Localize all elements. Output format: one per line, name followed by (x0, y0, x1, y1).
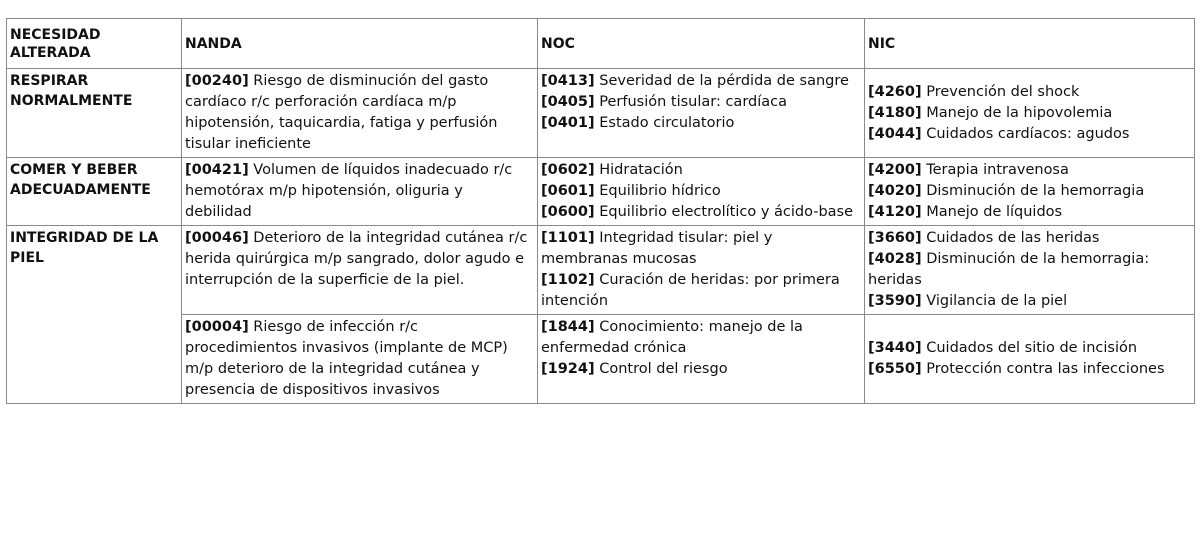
nanda-cell (182, 69, 538, 158)
nic-cell (865, 315, 1195, 404)
nursing-care-plan-table (6, 18, 1195, 404)
nic-item: [3660] Cuidados de las heridas (868, 230, 1100, 246)
noc-item: [0600] Equilibrio electrolítico y ácido-base (541, 204, 854, 220)
nic-item: [6550] Protección contra las infecciones (868, 361, 1165, 377)
nic-item: [4020] Disminución de la hemorragia (868, 183, 1145, 199)
nic-item: [4200] Terapia intravenosa (868, 162, 1069, 178)
noc-cell (538, 69, 865, 158)
nic-item: [3440] Cuidados del sitio de incisión (868, 340, 1138, 356)
noc-cell (538, 226, 865, 315)
header-nanda: NANDA (182, 19, 538, 69)
noc-item: [1844] Conocimiento: manejo de la enfermedad crónica (541, 319, 803, 356)
table-row (7, 315, 1195, 404)
header-nic: NIC (865, 19, 1195, 69)
need-cell: RESPIRAR NORMALMENTE (7, 69, 182, 158)
need-cell: COMER Y BEBER ADECUADAMENTE (7, 158, 182, 226)
header-noc: NOC (538, 19, 865, 69)
noc-item: [0602] Hidratación (541, 162, 683, 178)
nanda-item: [00240] Riesgo de disminución del gasto cardíaco r/c perforación cardíaca m/p hipotensión, taquicardia, fatiga y perfusión tisular ineficiente (185, 73, 498, 152)
nic-item: [3590] Vigilancia de la piel (868, 293, 1068, 309)
nanda-item: [00421] Volumen de líquidos inadecuado r/c hemotórax m/p hipotensión, oliguria y debilidad (185, 162, 513, 220)
table-row (7, 158, 1195, 226)
noc-item: [1101] Integridad tisular: piel y membranas mucosas (541, 230, 773, 267)
nic-item: [4260] Prevención del shock (868, 83, 1080, 100)
nanda-item: [00004] Riesgo de infección r/c procedimientos invasivos (implante de MCP) m/p deterioro de la integridad cutánea y presencia de dispositivos invasivos (185, 319, 508, 398)
nanda-cell (182, 158, 538, 226)
header-row (7, 19, 1195, 69)
nic-cell (865, 158, 1195, 226)
nic-item: [4028] Disminución de la hemorragia: heridas (868, 251, 1150, 288)
noc-item: [1924] Control del riesgo (541, 361, 728, 377)
header-need: NECESIDAD ALTERADA (7, 19, 182, 69)
noc-item: [0401] Estado circulatorio (541, 115, 735, 131)
noc-item: [1102] Curación de heridas: por primera intención (541, 272, 840, 309)
table-row (7, 69, 1195, 158)
nic-cell (865, 69, 1195, 158)
nic-cell (865, 226, 1195, 315)
table-row (7, 226, 1195, 315)
nic-item: [4180] Manejo de la hipovolemia (868, 104, 1113, 121)
noc-cell (538, 315, 865, 404)
noc-item: [0413] Severidad de la pérdida de sangre (541, 73, 849, 89)
nanda-cell (182, 226, 538, 315)
nanda-item: [00046] Deterioro de la integridad cutánea r/c herida quirúrgica m/p sangrado, dolor agudo e interrupción de la superficie de la piel. (185, 230, 528, 288)
noc-cell (538, 158, 865, 226)
need-cell: INTEGRIDAD DE LA PIEL (7, 226, 182, 404)
nanda-cell (182, 315, 538, 404)
nic-item: [4044] Cuidados cardíacos: agudos (868, 125, 1130, 142)
nic-item: [4120] Manejo de líquidos (868, 204, 1063, 220)
noc-item: [0405] Perfusión tisular: cardíaca (541, 94, 788, 110)
noc-item: [0601] Equilibrio hídrico (541, 183, 721, 199)
